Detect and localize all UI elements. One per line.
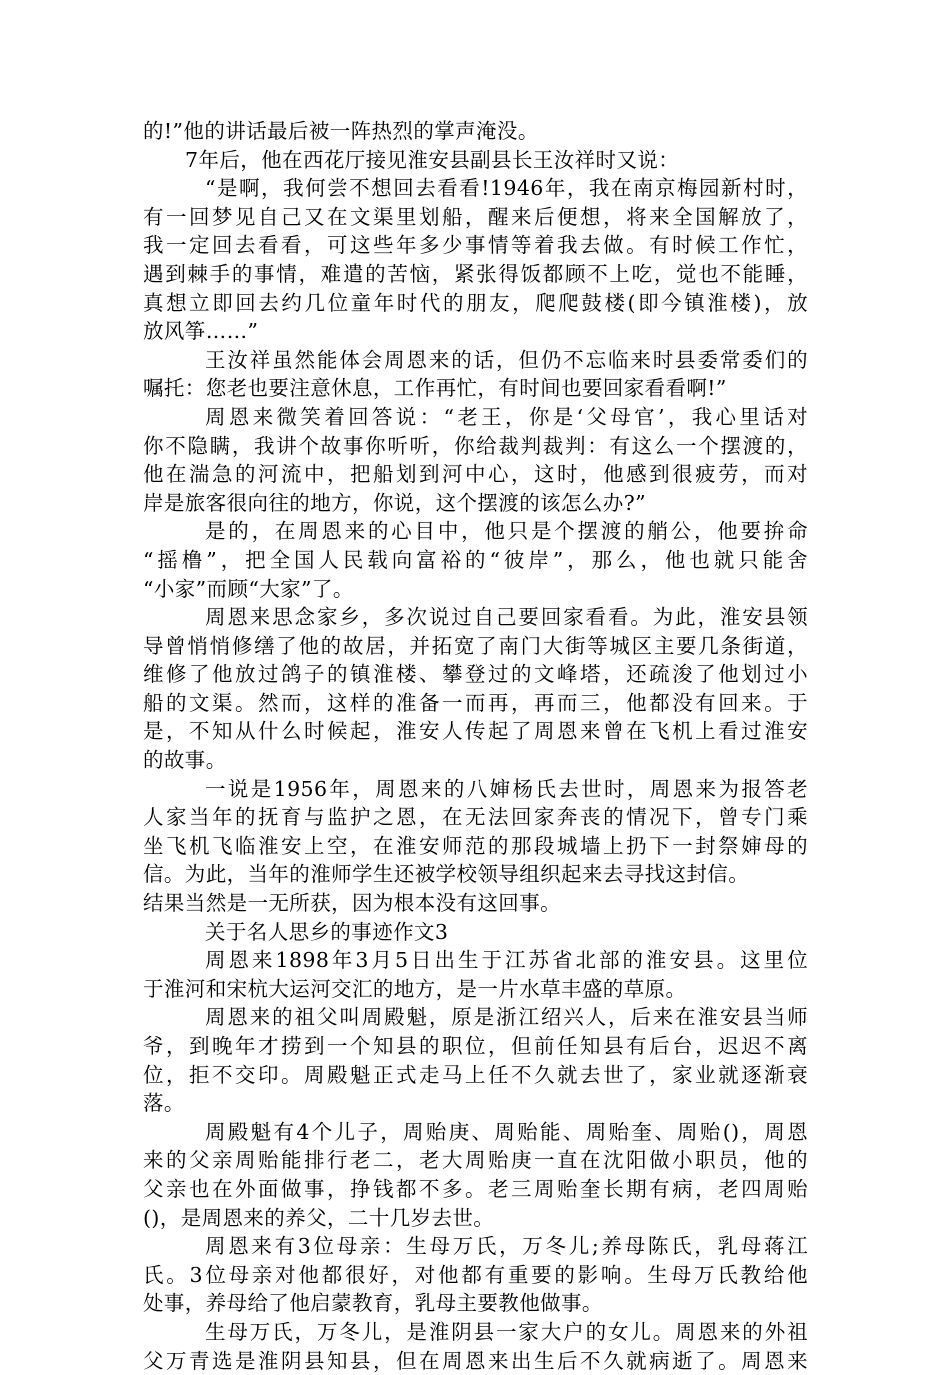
text-line: 于淮河和宋杭大运河交汇的地方，是一片水草丰盛的草原。 [143,976,687,1001]
text-line: “是啊，我何尝不想回去看看!1946年，我在南京梅园新村时， [205,176,808,201]
text-line: ()，是周恩来的养父，二十几岁去世。 [143,1205,495,1230]
text-line: 生母万氏，万冬儿，是淮阴县一家大户的女儿。周恩来的外祖 [205,1319,808,1344]
text-line: 7年后，他在西花厅接见淮安县副县长王汝祥时又说： [185,147,680,172]
text-line: 他在湍急的河流中，把船划到河中心，这时，他感到很疲劳，而对 [143,462,808,487]
text-line: 维修了他放过鸽子的镇淮楼、攀登过的文峰塔，还疏浚了他划过小 [143,662,808,687]
section-heading: 关于名人思乡的事迹作文3 [205,919,449,944]
document-page [143,117,808,1375]
text-line: 王汝祥虽然能体会周恩来的话，但仍不忘临来时县委常委们的 [205,347,808,372]
text-line: 人家当年的抚育与监护之恩，在无法回家奔丧的情况下，曾专门乘 [143,805,808,830]
text-line: “小家”而顾“大家”了。 [143,576,354,601]
text-line: 父亲也在外面做事，挣钱都不多。老三周贻奎长期有病，老四周贻 [143,1176,808,1201]
text-line: 船的文渠。然而，这样的准备一而再，再而三，他都没有回来。于 [143,690,808,715]
text-line: 坐飞机飞临淮安上空，在淮安师范的那段城墙上扔下一封祭婶母的 [143,833,808,858]
text-line: 父万青选是淮阴县知县，但在周恩来出生后不久就病逝了。周恩来 [143,1348,808,1373]
text-line: 是，不知从什么时候起，淮安人传起了周恩来曾在飞机上看过淮安 [143,719,808,744]
text-line: 导曾悄悄修缮了他的故居，并拓宽了南门大街等城区主要几条街道， [143,633,808,658]
text-line: 结果当然是一无所获，因为根本没有这回事。 [143,891,561,916]
text-line: 的!”他的讲话最后被一阵热烈的掌声淹没。 [143,119,539,143]
text-line: 落。 [143,1091,185,1116]
text-line: 周恩来有3位母亲：生母万氏，万冬儿;养母陈氏，乳母蒋江 [205,1234,808,1259]
text-line: 位，拒不交印。周殿魁正式走马上任不久就去世了，家业就逐渐衰 [143,1062,808,1087]
text-line: 的故事。 [143,748,227,773]
text-line: 遇到棘手的事情，难遣的苦恼，紧张得饭都顾不上吃，觉也不能睡， [143,261,808,286]
text-line: 你不隐瞒，我讲个故事你听听，你给裁判裁判：有这么一个摆渡的， [143,433,808,458]
text-line: 周恩来思念家乡，多次说过自己要回家看看。为此，淮安县领 [205,605,808,630]
text-line: 处事，养母给了他启蒙教育，乳母主要教他做事。 [143,1291,603,1316]
text-line: 一说是1956年，周恩来的八婶杨氏去世时，周恩来为报答老 [205,776,808,801]
text-line: 我一定回去看看，可这些年多少事情等着我去做。有时候工作忙， [143,233,808,258]
text-line: 信。为此，当年的淮师学生还被学校领导组织起来去寻找这封信。 [143,862,750,887]
text-line: 嘱托：您老也要注意休息，工作再忙，有时间也要回家看看啊!” [143,376,727,401]
text-line: 氏。3位母亲对他都很好，对他都有重要的影响。生母万氏教给他 [143,1262,808,1287]
text-line: “摇橹”，把全国人民载向富裕的“彼岸”，那么，他也就只能舍 [143,547,808,572]
text-line: 真想立即回去约几位童年时代的朋友，爬爬鼓楼(即今镇淮楼)，放 [143,290,808,315]
text-line: 是的，在周恩来的心目中，他只是个摆渡的艄公，他要拚命 [205,519,808,544]
text-line: 周殿魁有4个儿子，周贻庚、周贻能、周贻奎、周贻()，周恩 [205,1119,808,1144]
text-line: 有一回梦见自己又在文渠里划船，醒来后便想，将来全国解放了， [143,204,808,229]
text-line: 岸是旅客很向往的地方，你说，这个摆渡的该怎么办?” [143,490,646,515]
text-line: 周恩来微笑着回答说：“老王，你是‘父母官’，我心里话对 [205,404,808,429]
text-line: 放风筝……” [143,319,259,344]
text-line: 周恩来1898年3月5日出生于江苏省北部的淮安县。这里位 [205,948,808,973]
text-line: 爷，到晚年才捞到一个知县的职位，但前任知县有后台，迟迟不离 [143,1034,808,1058]
text-line: 来的父亲周贻能排行老二，老大周贻庚一直在沈阳做小职员，他的 [143,1148,808,1173]
text-line: 周恩来的祖父叫周殿魁，原是浙江绍兴人，后来在淮安县当师 [205,1005,808,1030]
